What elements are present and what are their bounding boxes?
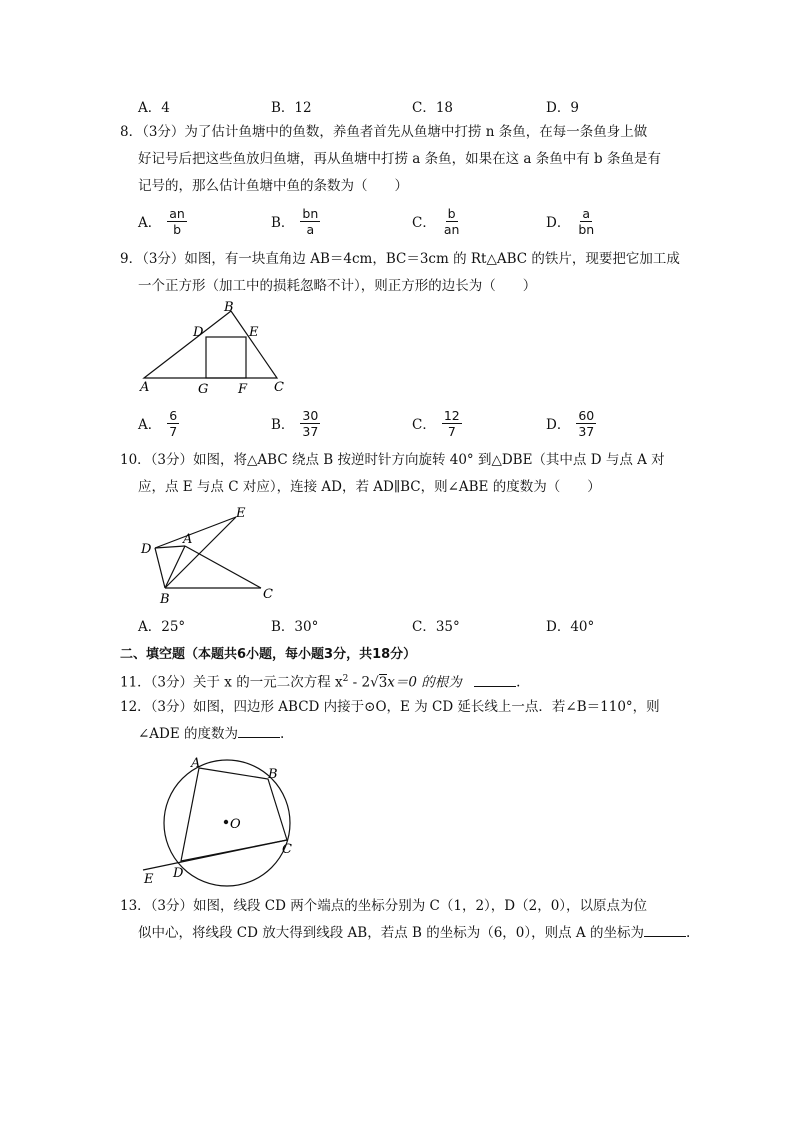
denominator: 37 [302,423,319,439]
point-label-c: C [274,380,284,395]
fraction [300,408,320,439]
numerator: 6 [169,407,178,423]
fraction [167,206,187,237]
point-label-f: F [238,382,248,397]
q10-option-a[interactable]: A．25° [138,619,186,635]
point-label-a: A [191,756,201,771]
option-label: C． [412,417,436,433]
numerator: bn [302,205,319,221]
segment-be [165,517,236,588]
denominator: b [173,221,182,237]
q13-answer-blank[interactable] [644,936,686,937]
fraction [576,408,596,439]
point-label-o: O [230,817,241,832]
q10-option-d[interactable]: D．40° [546,619,595,635]
point-label-e: E [236,506,246,521]
segment-ba [165,546,185,588]
q12-text: ∠ADE 的度数为 [138,726,239,742]
q11-text-prefix: 11．（3分）关于 x 的一元二次方程 x [120,674,343,691]
option-label: D． [546,215,571,231]
q9-options [138,405,698,441]
segment-de [155,517,236,548]
q9-line-1: 9．（3分）如图，有一块直角边 AB＝4cm，BC＝3cm 的 Rt△ABC 的铁片，现要把它加工成 [120,251,680,267]
center-point-o [224,820,228,824]
fraction [167,408,179,439]
numerator: a [582,205,591,221]
option-label: D． [546,417,571,433]
option-label: B． [271,417,295,433]
fraction [442,408,462,439]
q12-circle-figure [135,752,305,890]
option-label: A． [138,215,162,231]
q9-option-d[interactable] [546,405,596,441]
q9-option-a[interactable] [138,405,179,441]
denominator: a [306,221,315,237]
point-label-g: G [198,382,209,397]
point-label-a: A [183,532,193,547]
numerator: 60 [578,407,595,423]
q10-line-1: 10．（3分）如图，将△ABC 绕点 B 按逆时针方向旋转 40° 到△DBE（其中点 D 与点 A 对 [120,452,665,468]
q11-text-middle: - 2 [348,674,371,691]
q12-period: . [280,726,285,742]
option-label: A． [138,417,162,433]
point-label-c: C [263,587,273,602]
point-label-d: D [193,325,204,340]
q11-period: . [516,674,521,691]
q8-option-b[interactable] [271,203,320,239]
q8-line-1: 8．（3分）为了估计鱼塘中的鱼数，养鱼者首先从鱼塘中打捞 n 条鱼，在每一条鱼身上做 [120,124,648,140]
denominator: an [443,221,460,237]
q12-line-1: 12．（3分）如图，四边形 ABCD 内接于⊙O，E 为 CD 延长线上一点．若∠B＝110°，则 [120,699,660,715]
q10-option-b[interactable]: B．30° [271,619,319,635]
q13-text: 似中心，将线段 CD 放大得到线段 AB，若点 B 的坐标为（6，0），则点 A 的坐标为 [138,925,644,941]
denominator: 7 [169,423,178,439]
q9-option-c[interactable] [412,405,462,441]
point-label-d: D [173,866,184,881]
q8-option-a[interactable] [138,203,187,239]
sqrt-symbol: √ [370,674,379,691]
q11-text-suffix: x＝0 的根为 [387,674,462,691]
line-cde [143,840,287,870]
fraction [576,206,596,237]
denominator: 37 [578,423,595,439]
q8-line-2: 好记号后把这些鱼放归鱼塘，再从鱼塘中打捞 a 条鱼，如果在这 a 条鱼中有 b 条鱼是有 [138,151,661,167]
q12-answer-blank[interactable] [238,737,280,738]
q11-answer-blank[interactable] [474,686,516,687]
numerator: 30 [302,407,319,423]
point-label-e: E [249,325,259,340]
section-2-heading: 二、填空题（本题共6小题，每小题3分，共18分） [120,647,417,662]
q11-exponent: 2 [342,674,349,684]
segment-ac [185,546,261,588]
triangle-abc [144,311,277,378]
fraction [442,206,462,237]
option-label: C． [412,215,436,231]
point-label-b: B [160,592,170,607]
point-label-b: B [268,767,278,782]
denominator: bn [578,221,595,237]
numerator: b [447,205,456,221]
square-defg [206,337,246,378]
q7-option-a[interactable]: A．4 [138,100,170,116]
q9-triangle-figure [130,298,300,400]
q10-line-2: 应，点 E 与点 C 对应），连接 AD，若 AD∥BC，则∠ABE 的度数为（ ） [138,479,601,495]
q8-option-d[interactable] [546,203,596,239]
q7-option-d[interactable]: D．9 [546,100,579,116]
q8-option-c[interactable] [412,203,461,239]
q10-options [138,615,698,635]
fraction [300,206,320,237]
q10-option-c[interactable]: C．35° [412,619,460,635]
numerator: 12 [443,407,460,423]
option-label: B． [271,215,295,231]
q7-option-b[interactable]: B．12 [271,100,312,116]
q11-line [120,669,520,693]
q13-line-2 [138,923,690,943]
q7-options [138,96,698,116]
q9-option-b[interactable] [271,405,320,441]
q8-options [138,203,698,239]
q13-line-1: 13．（3分）如图，线段 CD 两个端点的坐标分别为 C（1，2），D（2，0），以原点为位 [120,898,648,914]
point-label-d: D [141,542,152,557]
point-label-e: E [144,872,154,887]
segment-db [155,548,165,588]
q12-line-2 [138,724,284,744]
q7-option-c[interactable]: C．18 [412,100,454,116]
point-label-c: C [282,842,292,857]
q9-line-2: 一个正方形（加工中的损耗忽略不计），则正方形的边长为（ ） [138,278,537,294]
q10-rotation-figure [135,502,285,610]
point-label-b: B [224,300,234,315]
point-label-a: A [140,380,150,395]
denominator: 7 [447,423,456,439]
q13-period: . [685,925,691,941]
q8-line-3: 记号的，那么估计鱼塘中鱼的条数为（ ） [138,178,408,194]
numerator: an [169,205,185,221]
q11-radicand: 3 [378,674,388,691]
